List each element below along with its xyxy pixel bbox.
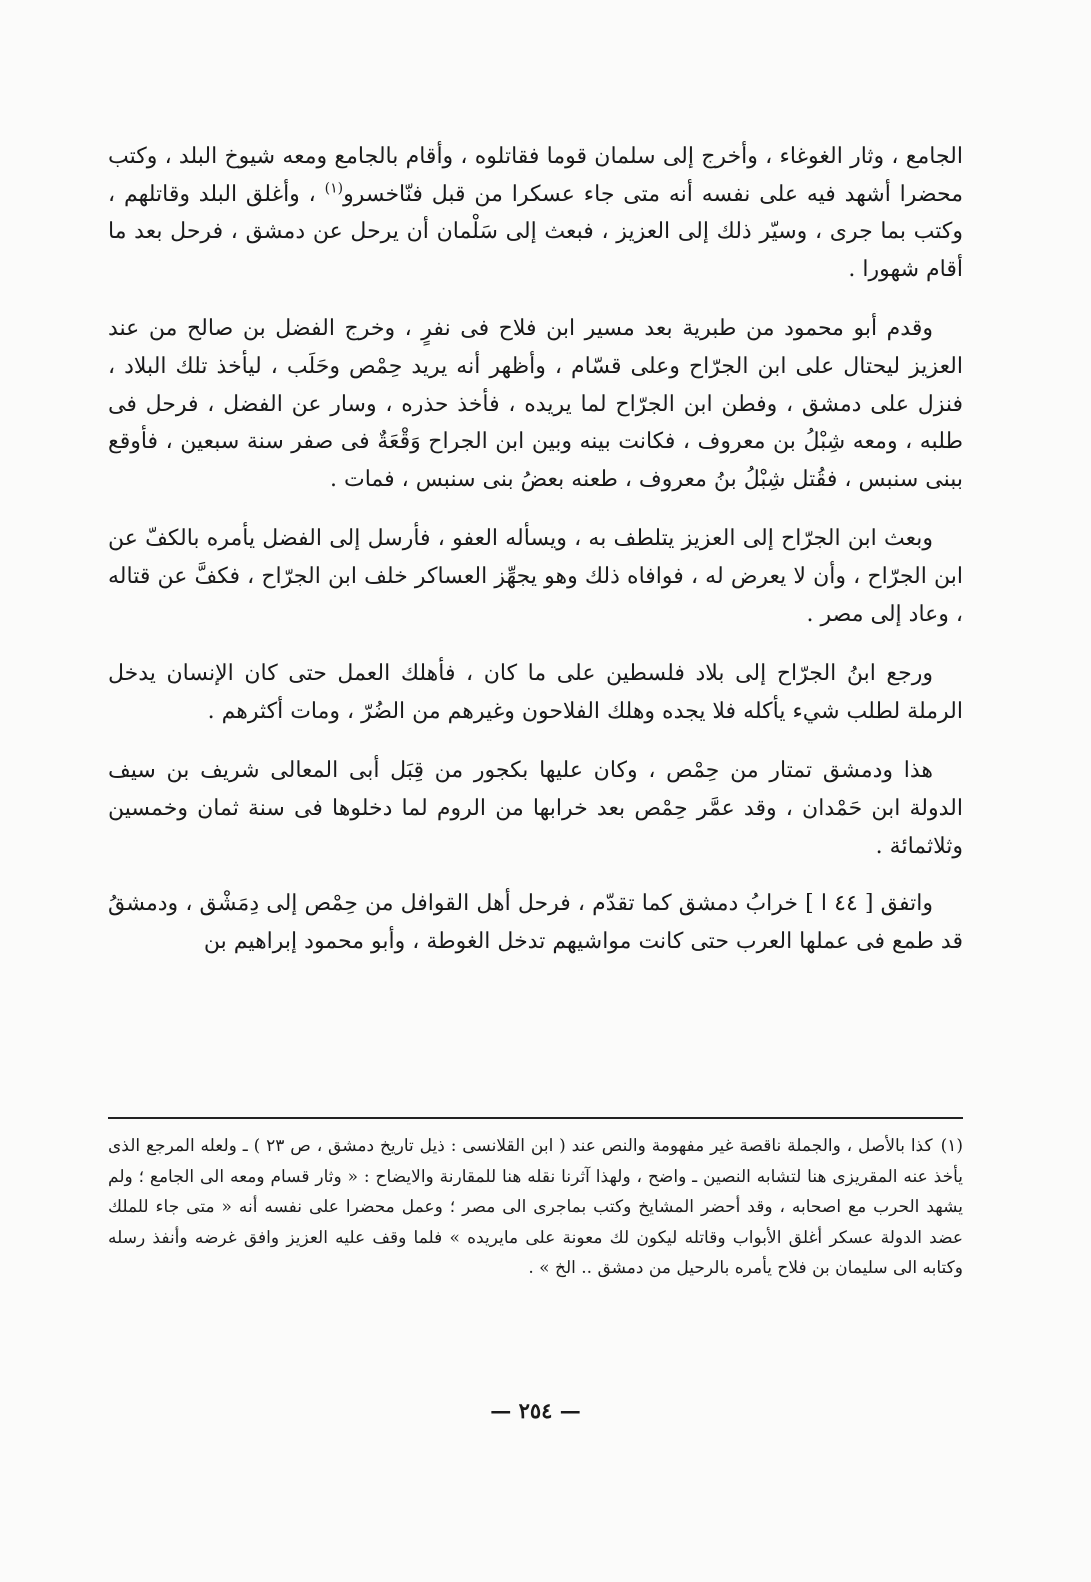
paragraph-3: وبعث ابن الجرّاح إلى العزيز يتلطف به ، ويسأله العفو ، فأرسل إلى الفضل يأمره بالكفّ عن ابن الجرّاح ، وأن لا يعرض له ، فوافاه ذلك وهو يجهِّز العساكر خلف ابن الجرّاح ، فكفَّ عن قتاله ، وعاد إلى مصر . (108, 526, 963, 627)
paragraph-6: واتفق [ ٤٤ ا ] خرابُ دمشق كما تقدّم ، فرحل أهل القوافل من حِمْص إلى دِمَشْق ، ودمشقُ قد طمع فى عملها العرب حتى كانت مواشيهم تدخل الغوطة ، وأبو محمود إبراهيم بن (108, 891, 963, 954)
paragraph-1-before-ref: الجامع ، وثار الغوغاء ، وأخرج إلى سلمان قوما فقاتلوه ، وأقام بالجامع ومعه شيوخ البلد ، وكتب محضرا أشهد فيه على نفسه أنه متى جاء عسكرا من قبل فنّاخسرو (108, 144, 963, 207)
footnote-separator (108, 1117, 963, 1119)
paragraph-5: هذا ودمشق تمتار من حِمْص ، وكان عليها بكجور من قِبَل أبى المعالى شريف بن سيف الدولة ابن حَمْدان ، وقد عمَّر حِمْص بعد خرابها من الروم لما دخلوها فى سنة ثمان وخمسين وثلاثمائة . (108, 758, 963, 859)
main-text (108, 138, 963, 960)
book-page (108, 138, 963, 1558)
footnote (108, 1131, 963, 1284)
footnote-text: كذا بالأصل ، والجملة ناقصة غير مفهومة والنص عند ( ابن القلانسى : ذيل تاريخ دمشق ، ص ٢٣ ) ـ ولعله المرجع الذى يأخذ عنه المقريزى هنا لتشابه النصين ـ واضح ، ولهذا آثرنا نقله هنا للمقارنة والايضاح : « وثار قسام ومعه الى الجامع ؛ ولم يشهد الحرب مع اصحابه ، وقد أحضر المشايخ وكتب بماجرى الى مصر ؛ وعمل محضرا على نفسه أنه « متى جاء للملك عضد الدولة عسكر أغلق الأبواب وقاتله ليكون لك معونة على مايريده » فلما وقف عليه العزيز وافق غرضه وأنفذ رسله وكتابه الى سليمان بن فلاح يأمره بالرحيل من دمشق .. الخ » . (108, 1136, 963, 1278)
paragraph-1-after-ref: ، وأغلق البلد وقاتلهم ، وكتب بما جرى ، وسيّر ذلك إلى العزيز ، فبعث إلى سَلْمان أن يرحل عن دمشق ، فرحل بعد ما أقام شهورا . (108, 181, 963, 282)
paragraph-2: وقدم أبو محمود من طبرية بعد مسير ابن فلاح فى نفرٍ ، وخرج الفضل بن صالح من عند العزيز ليحتال على ابن الجرّاح وعلى قسّام ، وأظهر أنه يريد حِمْص وحَلَب ، ليأخذ تلك البلاد ، فنزل على دمشق ، وفطن ابن الجرّاح لما يريده ، فأخذ حذره ، وسار عن الفضل ، فرحل فى طلبه ، ومعه شِبْلُ بن معروف ، فكانت بينه وبين ابن الجراح وَقْعَةٌ فى صفر سنة سبعين ، فأوقع ببنى سنبس ، فقُتل شِبْلُ بنُ معروف ، طعنه بعضُ بنى سنبس ، فمات . (108, 316, 963, 492)
paragraph-1 (108, 138, 963, 288)
footnote-reference-mark: (١) (324, 180, 344, 197)
footnote-number: (١) (940, 1136, 963, 1156)
page-number: — ٢٥٤ — (490, 1398, 581, 1423)
paragraph-4: ورجع ابنُ الجرّاح إلى بلاد فلسطين على ما كان ، فأهلك العمل حتى كان الإنسان يدخل الرملة لطلب شيء يأكله فلا يجده وهلك الفلاحون وغيرهم من الضُرّ ، ومات أكثرهم . (108, 661, 963, 724)
